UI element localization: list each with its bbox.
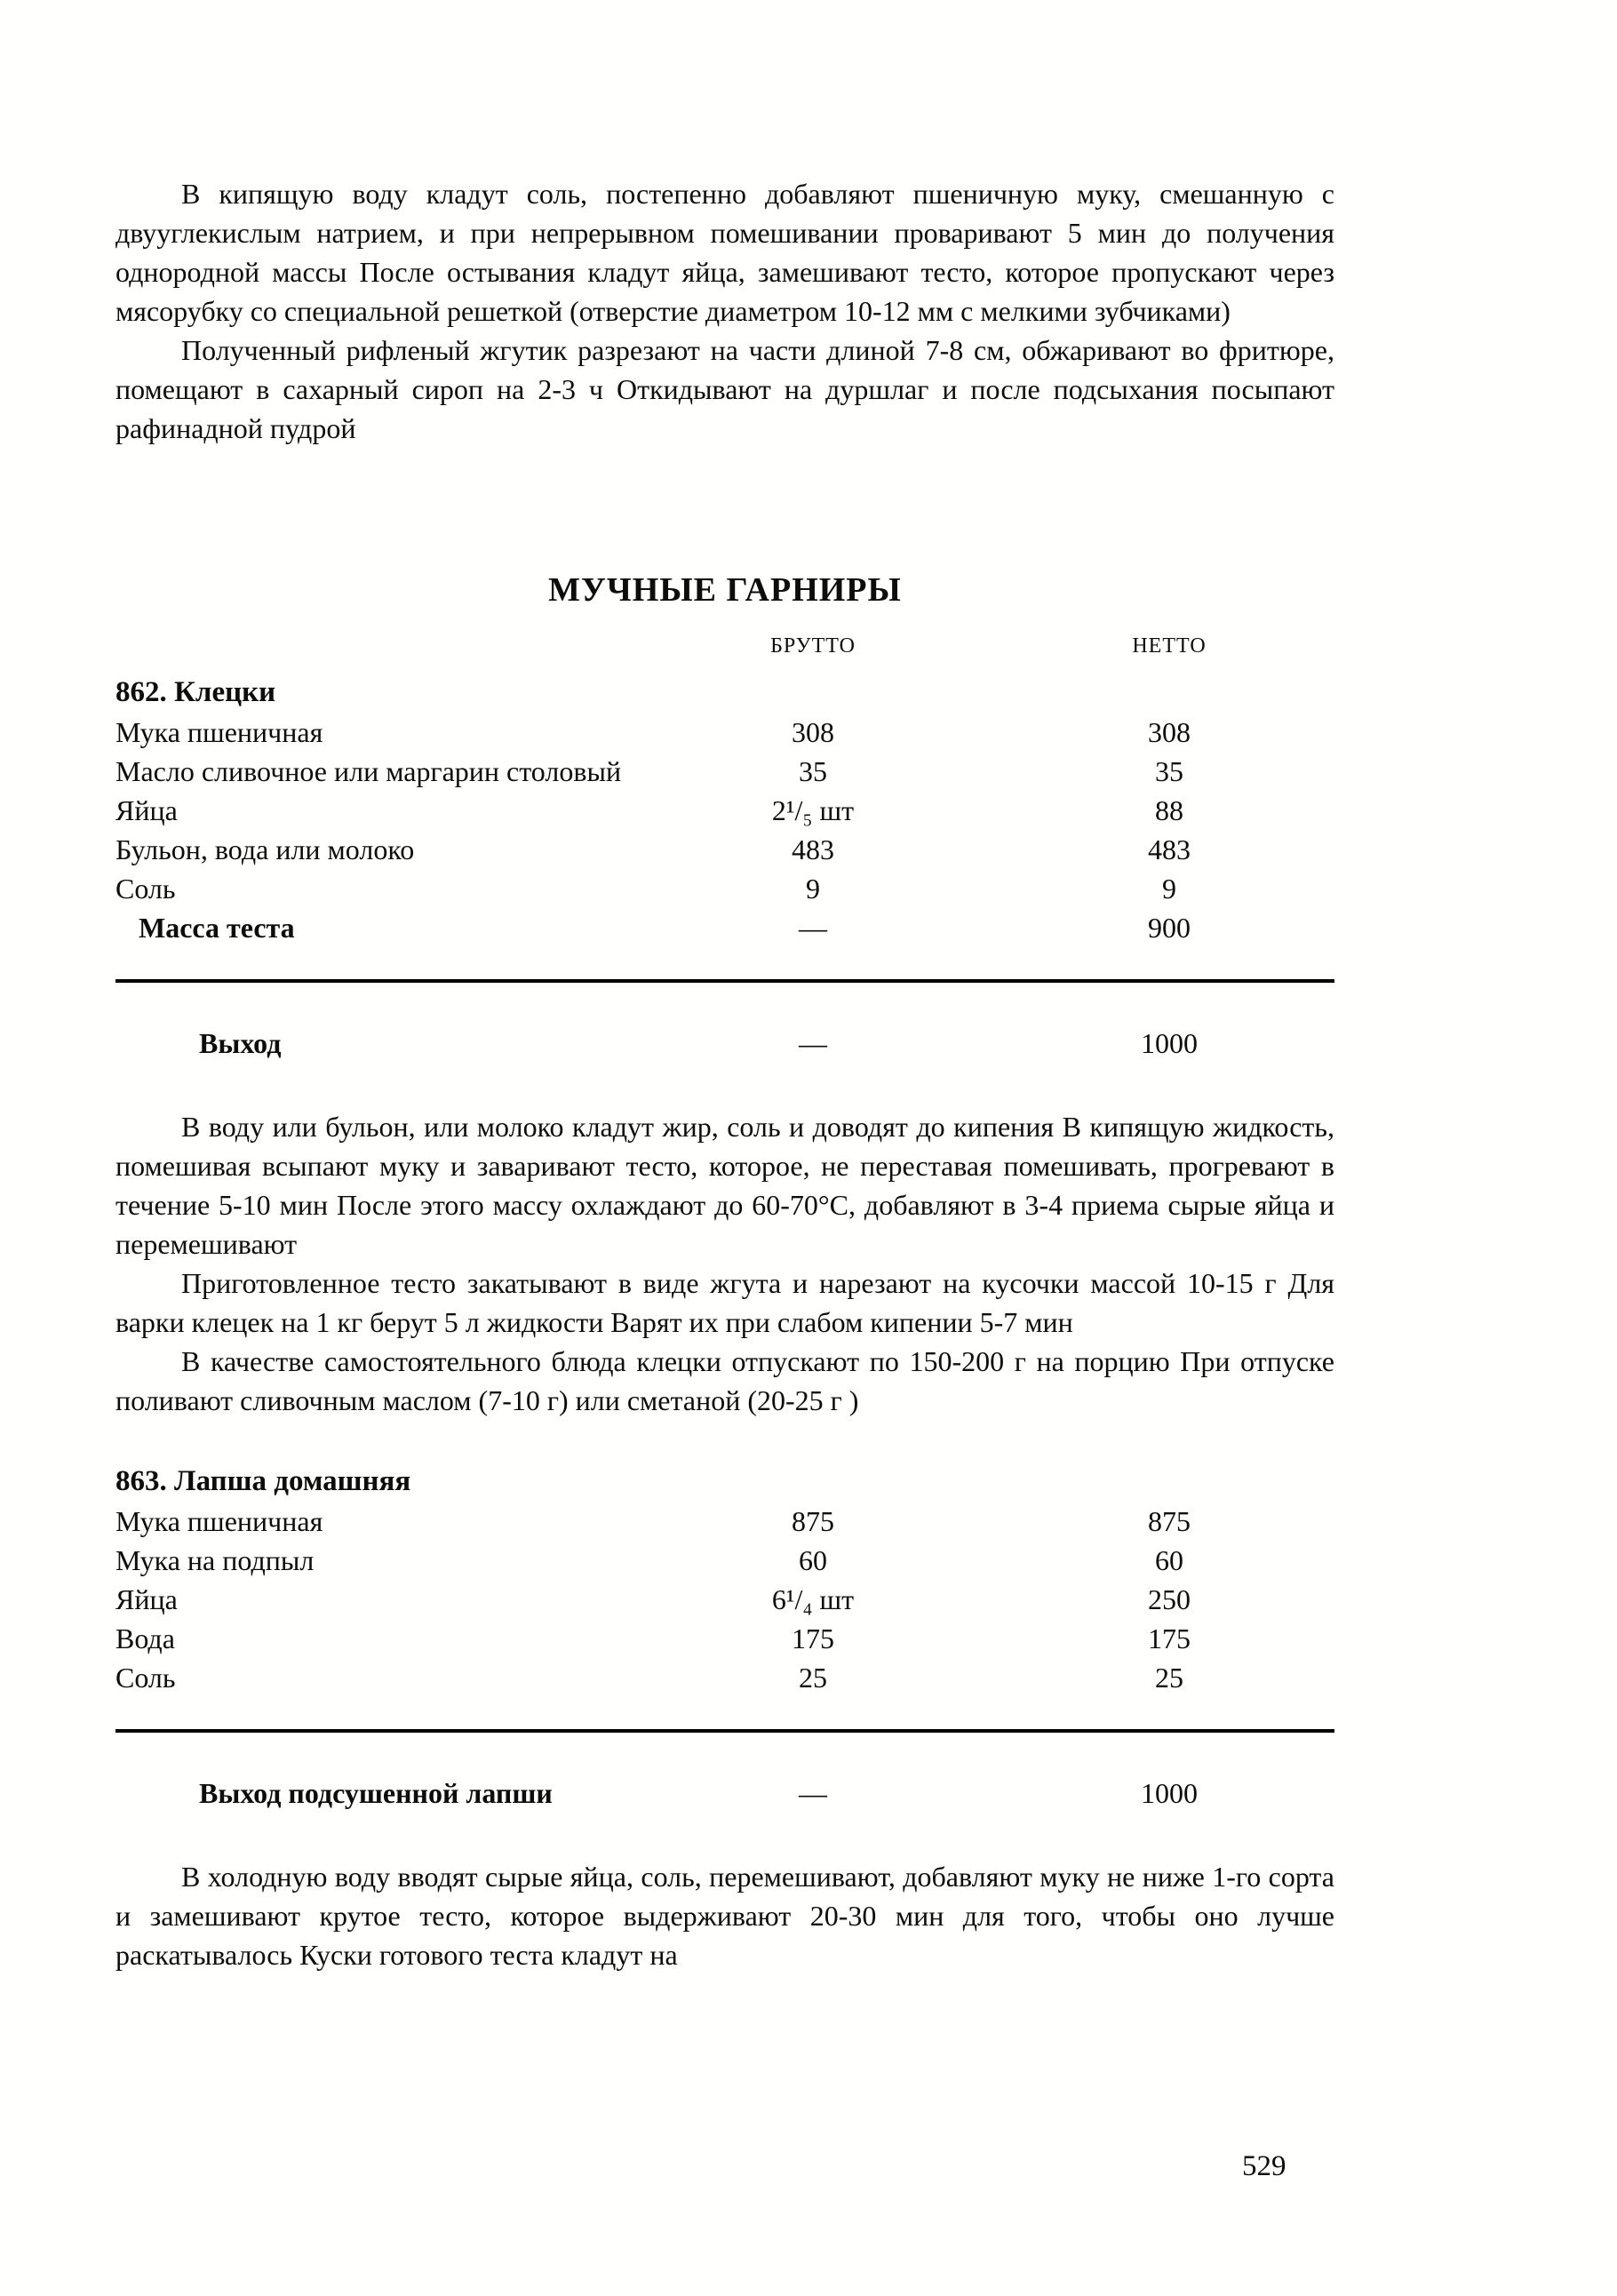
yield-row-862 [116, 1024, 1334, 1063]
ingredient-brutto: 483 [792, 833, 834, 865]
ingredient-brutto: 2¹/₅ шт [771, 794, 855, 826]
yield-row-863 [116, 1774, 1334, 1813]
ingredient-name: Мука на подпыл [116, 1544, 315, 1576]
yield-label: Выход [199, 1027, 282, 1059]
table-row [116, 752, 1334, 791]
ingredient-brutto: 875 [792, 1505, 834, 1537]
ingredient-netto: 900 [1148, 912, 1191, 944]
recipe-862-title: 862. Клецки [116, 676, 276, 708]
table-row [116, 791, 1334, 830]
table-header-empty [116, 633, 684, 659]
yield-brutto: — [799, 1777, 827, 1809]
ingredient-brutto: 9 [806, 873, 820, 905]
ingredient-name: Масса теста [139, 912, 295, 944]
ingredient-name: Масло сливочное или маргарин столовый [116, 755, 622, 787]
ingredient-netto: 60 [1155, 1544, 1183, 1576]
ingredient-name: Вода [116, 1622, 175, 1654]
table-row [116, 1580, 1334, 1619]
intro-paragraph-1: В кипящую воду кладут соль, постепенно добавляют пшеничную муку, смешанную с двууглекислым натрием, и при непрерывном помешивании проваривают 5 мин до получения однородной массы После остывания кладут яйца, замешивают тесто, которое пропускают через мясорубку со специальной решеткой (отверстие диаметром 10-12 мм с мелкими зубчиками) [116, 178, 1334, 327]
ingredient-brutto: 308 [792, 716, 834, 748]
yield-brutto: — [799, 1027, 827, 1059]
method-862-paragraph-1: В воду или бульон, или молоко кладут жир, соль и доводят до кипения В кипящую жидкость, помешивая всыпают муку и заваривают тесто, которое, не переставая помешивать, прогревают в течение 5-10 мин После этого массу охлаждают до 60-70°С, добавляют в 3-4 приема сырые яйца и перемешивают [116, 1111, 1334, 1260]
yield-netto: 1000 [1141, 1777, 1198, 1809]
ingredient-netto: 25 [1155, 1662, 1183, 1694]
table-row [116, 1502, 1334, 1541]
ingredient-netto: 308 [1148, 716, 1191, 748]
method-862-paragraph-3: В качестве самостоятельного блюда клецки отпускают по 150-200 г на порцию При отпуске поливают сливочным маслом (7-10 г) или сметаной (20-25 г ) [116, 1345, 1334, 1416]
method-862-paragraph-2: Приготовленное тесто закатывают в виде жгута и нарезают на кусочки массой 10-15 г Для варки клецек на 1 кг берут 5 л жидкости Варят их при слабом кипении 5-7 мин [116, 1267, 1334, 1338]
ingredient-netto: 875 [1148, 1505, 1191, 1537]
table-row-total [116, 908, 1334, 947]
ingredient-brutto: 25 [799, 1662, 827, 1694]
table-row [116, 713, 1334, 752]
ingredient-name: Соль [116, 1662, 176, 1694]
table-header-row [116, 633, 1334, 659]
ingredient-netto: 35 [1155, 755, 1183, 787]
page-content [116, 174, 1334, 1974]
ingredient-brutto: 35 [799, 755, 827, 787]
ingredient-name: Мука пшеничная [116, 1505, 323, 1537]
ingredient-netto: 483 [1148, 833, 1191, 865]
ingredient-name: Бульон, вода или молоко [116, 833, 415, 865]
yield-label: Выход подсушенной лапши [199, 1777, 553, 1809]
intro-paragraph-2: Полученный рифленый жгутик разрезают на части длиной 7-8 см, обжаривают во фритюре, помещают в сахарный сироп на 2-3 ч Откидывают на дуршлаг и после подсыхания посыпают рафинадной пудрой [116, 334, 1334, 444]
horizontal-rule [116, 1729, 1334, 1733]
section-title: МУЧНЫЕ ГАРНИРЫ [548, 571, 902, 609]
ingredient-name: Соль [116, 873, 176, 905]
ingredient-brutto: 60 [799, 1544, 827, 1576]
ingredient-brutto: 175 [792, 1622, 834, 1654]
table-row [116, 1658, 1334, 1697]
recipe-863-title: 863. Лапша домашняя [116, 1465, 411, 1497]
ingredient-netto: 175 [1148, 1622, 1191, 1654]
table-header-brutto: БРУТТО [770, 634, 856, 658]
ingredient-name: Мука пшеничная [116, 716, 323, 748]
horizontal-rule [116, 979, 1334, 983]
table-header-netto: НЕТТО [1132, 634, 1207, 658]
method-863-paragraph-1: В холодную воду вводят сырые яйца, соль, перемешивают, добавляют муку не ниже 1-го сорта и замешивают крутое тесто, которое выдерживают 20-30 мин для того, чтобы оно лучше раскатывалось Куски готового теста кладут на [116, 1861, 1334, 1971]
ingredient-netto: 250 [1148, 1583, 1191, 1615]
page-number: 529 [1242, 2150, 1286, 2182]
ingredient-brutto: 6¹/₄ шт [771, 1583, 855, 1615]
ingredient-netto: 88 [1155, 794, 1183, 826]
ingredient-name: Яйца [116, 794, 178, 826]
table-row [116, 1619, 1334, 1658]
table-row [116, 830, 1334, 869]
ingredient-brutto: — [799, 912, 827, 944]
table-row [116, 869, 1334, 908]
table-row [116, 1541, 1334, 1580]
yield-netto: 1000 [1141, 1027, 1198, 1059]
ingredient-name: Яйца [116, 1583, 178, 1615]
ingredient-netto: 9 [1162, 873, 1176, 905]
